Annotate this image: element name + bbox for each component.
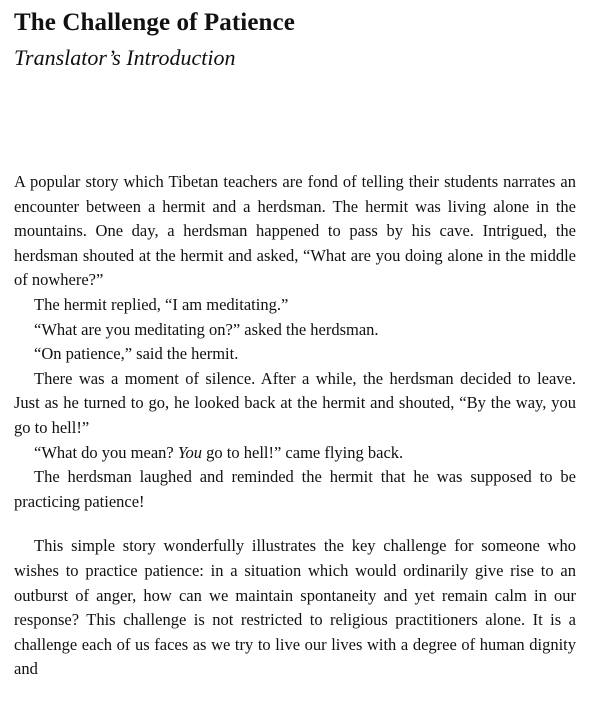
reply-text-after: go to hell!” came flying back. [202,442,404,462]
paragraph-came-flying-back [14,441,576,466]
paragraph-opening: A popular story which Tibetan teachers are fond of telling their students narrates an encounter between a hermit and a herdsman. The hermit was living alone in the mountains. One day, a herdsman happened to pass by his cave. Intrigued, the herdsman shouted at the hermit and asked, “What are you doing alone in the middle of nowhere?” [14,172,576,290]
reply-text-before: “What do you mean? [34,442,178,462]
paragraph-herdsman-laughed: The herdsman laughed and reminded the hermit that he was supposed to be practicing patience! [14,467,576,511]
body-text [14,170,576,682]
reply-text-emphasis: You [177,442,203,462]
paragraph-hermit-reply: The hermit replied, “I am meditating.” [34,294,289,314]
paragraph-herdsman-question: “What are you meditating on?” asked the herdsman. [34,319,379,339]
chapter-title: The Challenge of Patience [14,9,295,36]
paragraph-on-patience: “On patience,” said the hermit. [34,344,239,364]
chapter-subtitle: Translator’s Introduction [14,45,236,70]
paragraph-simple-story: This simple story wonderfully illustrates the key challenge for someone who wishes to practice patience: in a situation which would ordinarily give rise to an outburst of anger, how can we maintain spontaneity and yet remain calm in our response? This challenge is not restricted to religious practitioners alone. It is a challenge each of us faces as we try to live our lives with a degree of human dignity and [14,536,576,679]
paragraph-silence: There was a moment of silence. After a while, the herdsman decided to leave. Just as he turned to go, he looked back at the hermit and shouted, “By the way, you go to hell!” [14,368,576,437]
